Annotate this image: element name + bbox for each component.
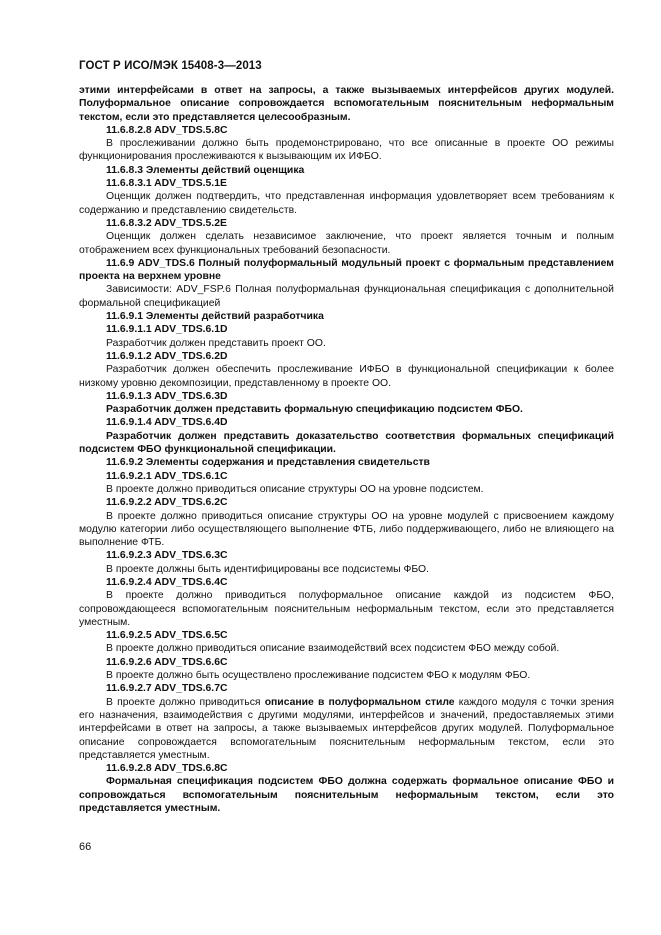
section-heading: 11.6.9.2.7 ADV_TDS.6.7C	[106, 683, 228, 695]
section-heading: 11.6.9.2.5 ADV_TDS.6.5C	[106, 630, 228, 642]
bold-paragraph: этими интерфейсами в ответ на запросы, а также вызываемых интерфейсов других модулей. Полуформальное описание сопровождается вспомогательным пояснительным неформальным текстом, если это представляется целесообразным.	[79, 85, 614, 123]
paragraph	[79, 696, 614, 762]
paragraph: Разработчик должен представить проект ОО.	[106, 337, 326, 349]
bold-paragraph: 11.6.9 ADV_TDS.6 Полный полуформальный модульный проект с формальным представлением проекта на верхнем уровне	[79, 257, 614, 283]
paragraph: В проекте должно приводиться описание структуры ОО на уровне модулей с присвоением каждому модулю категории либо осуществляющего выполнение ФТБ, либо поддерживающего, либо не влияющего на выполнение ФТБ.	[79, 510, 614, 549]
emphasized-text: описание в полуформальном стиле	[264, 696, 455, 708]
section-heading: 11.6.9.2.6 ADV_TDS.6.6C	[106, 656, 228, 668]
paragraph-text: В проекте должно приводиться	[106, 696, 265, 708]
section-heading: 11.6.8.2.8 ADV_TDS.5.8C	[106, 124, 228, 136]
document-body	[79, 84, 614, 815]
section-heading: 11.6.9.1 Элементы действий разработчика	[106, 311, 324, 323]
paragraph: Оценщик должен подтвердить, что представленная информация удовлетворяет всем требованиям к содержанию и представлению свидетельств.	[79, 191, 614, 216]
paragraph: Разработчик должен обеспечить прослеживание ИФБО в функциональной спецификации к более низкому уровню декомпозиции, представленному в проекте ОО.	[79, 364, 614, 389]
section-heading: 11.6.9.1.2 ADV_TDS.6.2D	[106, 350, 228, 362]
paragraph-text: каждого модуля с точки зрения его назначения, взаимодействия с другими модулями, интерфейсов и значений, предоставляемых этими интерфейсами в ответ на запросы, а также вызываемых интерфейсов других модулей. Полуформальное описание сопровождается вспомогательным пояснительным неформальным текстом, если это представляется уместным.	[79, 696, 614, 761]
section-heading: 11.6.9.2.2 ADV_TDS.6.2C	[106, 497, 228, 509]
paragraph: В проекте должно приводиться описание структуры ОО на уровне подсистем.	[106, 483, 484, 495]
bold-paragraph: Разработчик должен представить доказательство соответствия формальных спецификаций подсистем ФБО функциональной спецификации.	[79, 430, 614, 456]
section-heading: 11.6.9.2.3 ADV_TDS.6.3C	[106, 550, 228, 562]
section-heading: 11.6.9.1.1 ADV_TDS.6.1D	[106, 324, 228, 336]
paragraph: В проекте должны быть идентифицированы все подсистемы ФБО.	[106, 563, 430, 575]
paragraph: В проекте должно приводиться описание взаимодействий всех подсистем ФБО между собой.	[106, 643, 560, 655]
paragraph: Зависимости: ADV_FSP.6 Полная полуформальная функциональная спецификация с дополнительной формальной спецификацией	[79, 284, 614, 309]
section-heading: 11.6.9.2.1 ADV_TDS.6.1C	[106, 470, 228, 482]
bold-paragraph: Формальная спецификация подсистем ФБО должна содержать формальное описание ФБО и сопровождаться вспомогательным пояснительным неформальным текстом, если это представляется уместным.	[79, 776, 614, 815]
section-heading: 11.6.8.3.2 ADV_TDS.5.2E	[106, 217, 227, 229]
section-heading: 11.6.9.2.4 ADV_TDS.6.4C	[106, 576, 228, 588]
section-heading: 11.6.9.2.8 ADV_TDS.6.8C	[106, 763, 228, 775]
page-number: 66	[79, 841, 92, 853]
document-header: ГОСТ Р ИСО/МЭК 15408-3—2013	[79, 60, 262, 72]
paragraph: Оценщик должен сделать независимое заключение, что проект является точным и полным отображением всех функциональных требований безопасности.	[79, 231, 614, 256]
section-heading: 11.6.9.2 Элементы содержания и представления свидетельств	[106, 457, 430, 469]
section-heading: 11.6.9.1.4 ADV_TDS.6.4D	[106, 417, 228, 429]
section-heading: 11.6.8.3.1 ADV_TDS.5.1E	[106, 178, 227, 190]
bold-paragraph: Разработчик должен представить формальную спецификацию подсистем ФБО.	[106, 404, 523, 416]
section-heading: 11.6.8.3 Элементы действий оценщика	[106, 164, 305, 176]
paragraph: В проекте должно приводиться полуформальное описание каждой из подсистем ФБО, сопровождающееся вспомогательным пояснительным неформальным текстом, если это представляется уместным.	[79, 590, 614, 628]
paragraph: В проекте должно быть осуществлено прослеживание подсистем ФБО к модулям ФБО.	[106, 670, 531, 682]
paragraph: В прослеживании должно быть продемонстрировано, что все описанные в проекте ОО режимы функционирования прослеживаются к вызывающим их ИФБО.	[79, 138, 614, 163]
section-heading: 11.6.9.1.3 ADV_TDS.6.3D	[106, 390, 228, 402]
